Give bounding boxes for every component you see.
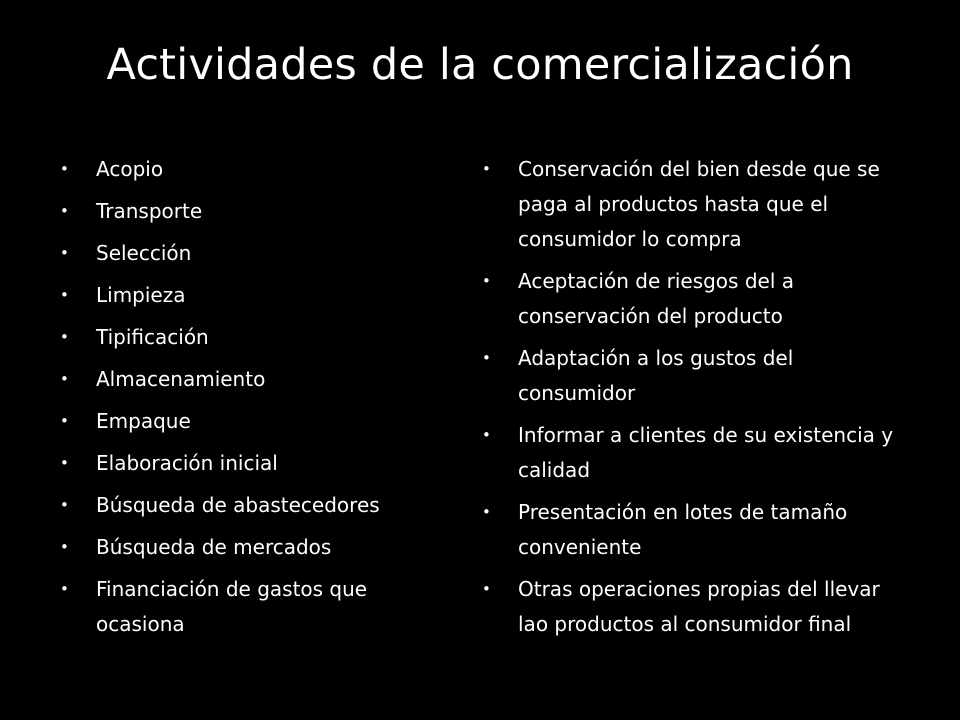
- list-item-label: Adaptación a los gustos del consumidor: [518, 346, 794, 405]
- bullet-icon: •: [482, 580, 491, 598]
- list-item-label: Tipificación: [96, 325, 209, 349]
- bullet-icon: •: [60, 244, 69, 262]
- list-item: [58, 446, 458, 481]
- list-item: [58, 404, 458, 439]
- list-item: [58, 530, 458, 565]
- list-item: [58, 278, 458, 313]
- bullet-icon: •: [60, 412, 69, 430]
- list-item-label: Búsqueda de abastecedores: [96, 493, 380, 517]
- list-item: [58, 572, 458, 642]
- list-item-label: Búsqueda de mercados: [96, 535, 332, 559]
- bullet-icon: •: [60, 538, 69, 556]
- slide-title: Actividades de la comercialización: [106, 40, 854, 90]
- list-item-label: Conservación del bien desde que se paga al productos hasta que el consumidor lo compra: [518, 157, 880, 251]
- list-item: [480, 495, 900, 565]
- list-item: [58, 488, 458, 523]
- bullet-icon: •: [60, 370, 69, 388]
- list-item: [480, 264, 900, 334]
- list-item: [480, 341, 900, 411]
- bullet-icon: •: [60, 454, 69, 472]
- list-item-label: Selección: [96, 241, 192, 265]
- bullet-icon: •: [60, 328, 69, 346]
- bullet-icon: •: [482, 272, 491, 290]
- list-item-label: Presentación en lotes de tamaño conveniente: [518, 500, 848, 559]
- right-bullet-list: [480, 152, 900, 649]
- bullet-icon: •: [482, 160, 491, 178]
- bullet-icon: •: [482, 426, 491, 444]
- list-item-label: Elaboración inicial: [96, 451, 278, 475]
- left-bullet-list: [58, 152, 458, 649]
- list-item-label: Informar a clientes de su existencia y calidad: [518, 423, 894, 482]
- list-item-label: Financiación de gastos que ocasiona: [96, 577, 368, 636]
- bullet-icon: •: [60, 202, 69, 220]
- list-item: [58, 320, 458, 355]
- list-item-label: Acopio: [96, 157, 164, 181]
- bullet-icon: •: [60, 580, 69, 598]
- list-item: [480, 572, 900, 642]
- list-item-label: Limpieza: [96, 283, 186, 307]
- bullet-icon: •: [60, 160, 69, 178]
- list-item: [480, 418, 900, 488]
- bullet-icon: •: [482, 503, 491, 521]
- list-item: [58, 362, 458, 397]
- list-item-label: Otras operaciones propias del llevar lao productos al consumidor final: [518, 577, 880, 636]
- list-item: [58, 152, 458, 187]
- list-item: [58, 236, 458, 271]
- bullet-icon: •: [60, 496, 69, 514]
- list-item-label: Empaque: [96, 409, 191, 433]
- list-item-label: Aceptación de riesgos del a conservación del producto: [518, 269, 794, 328]
- list-item-label: Transporte: [96, 199, 203, 223]
- list-item-label: Almacenamiento: [96, 367, 266, 391]
- bullet-icon: •: [60, 286, 69, 304]
- bullet-icon: •: [482, 349, 491, 367]
- list-item: [58, 194, 458, 229]
- list-item: [480, 152, 900, 257]
